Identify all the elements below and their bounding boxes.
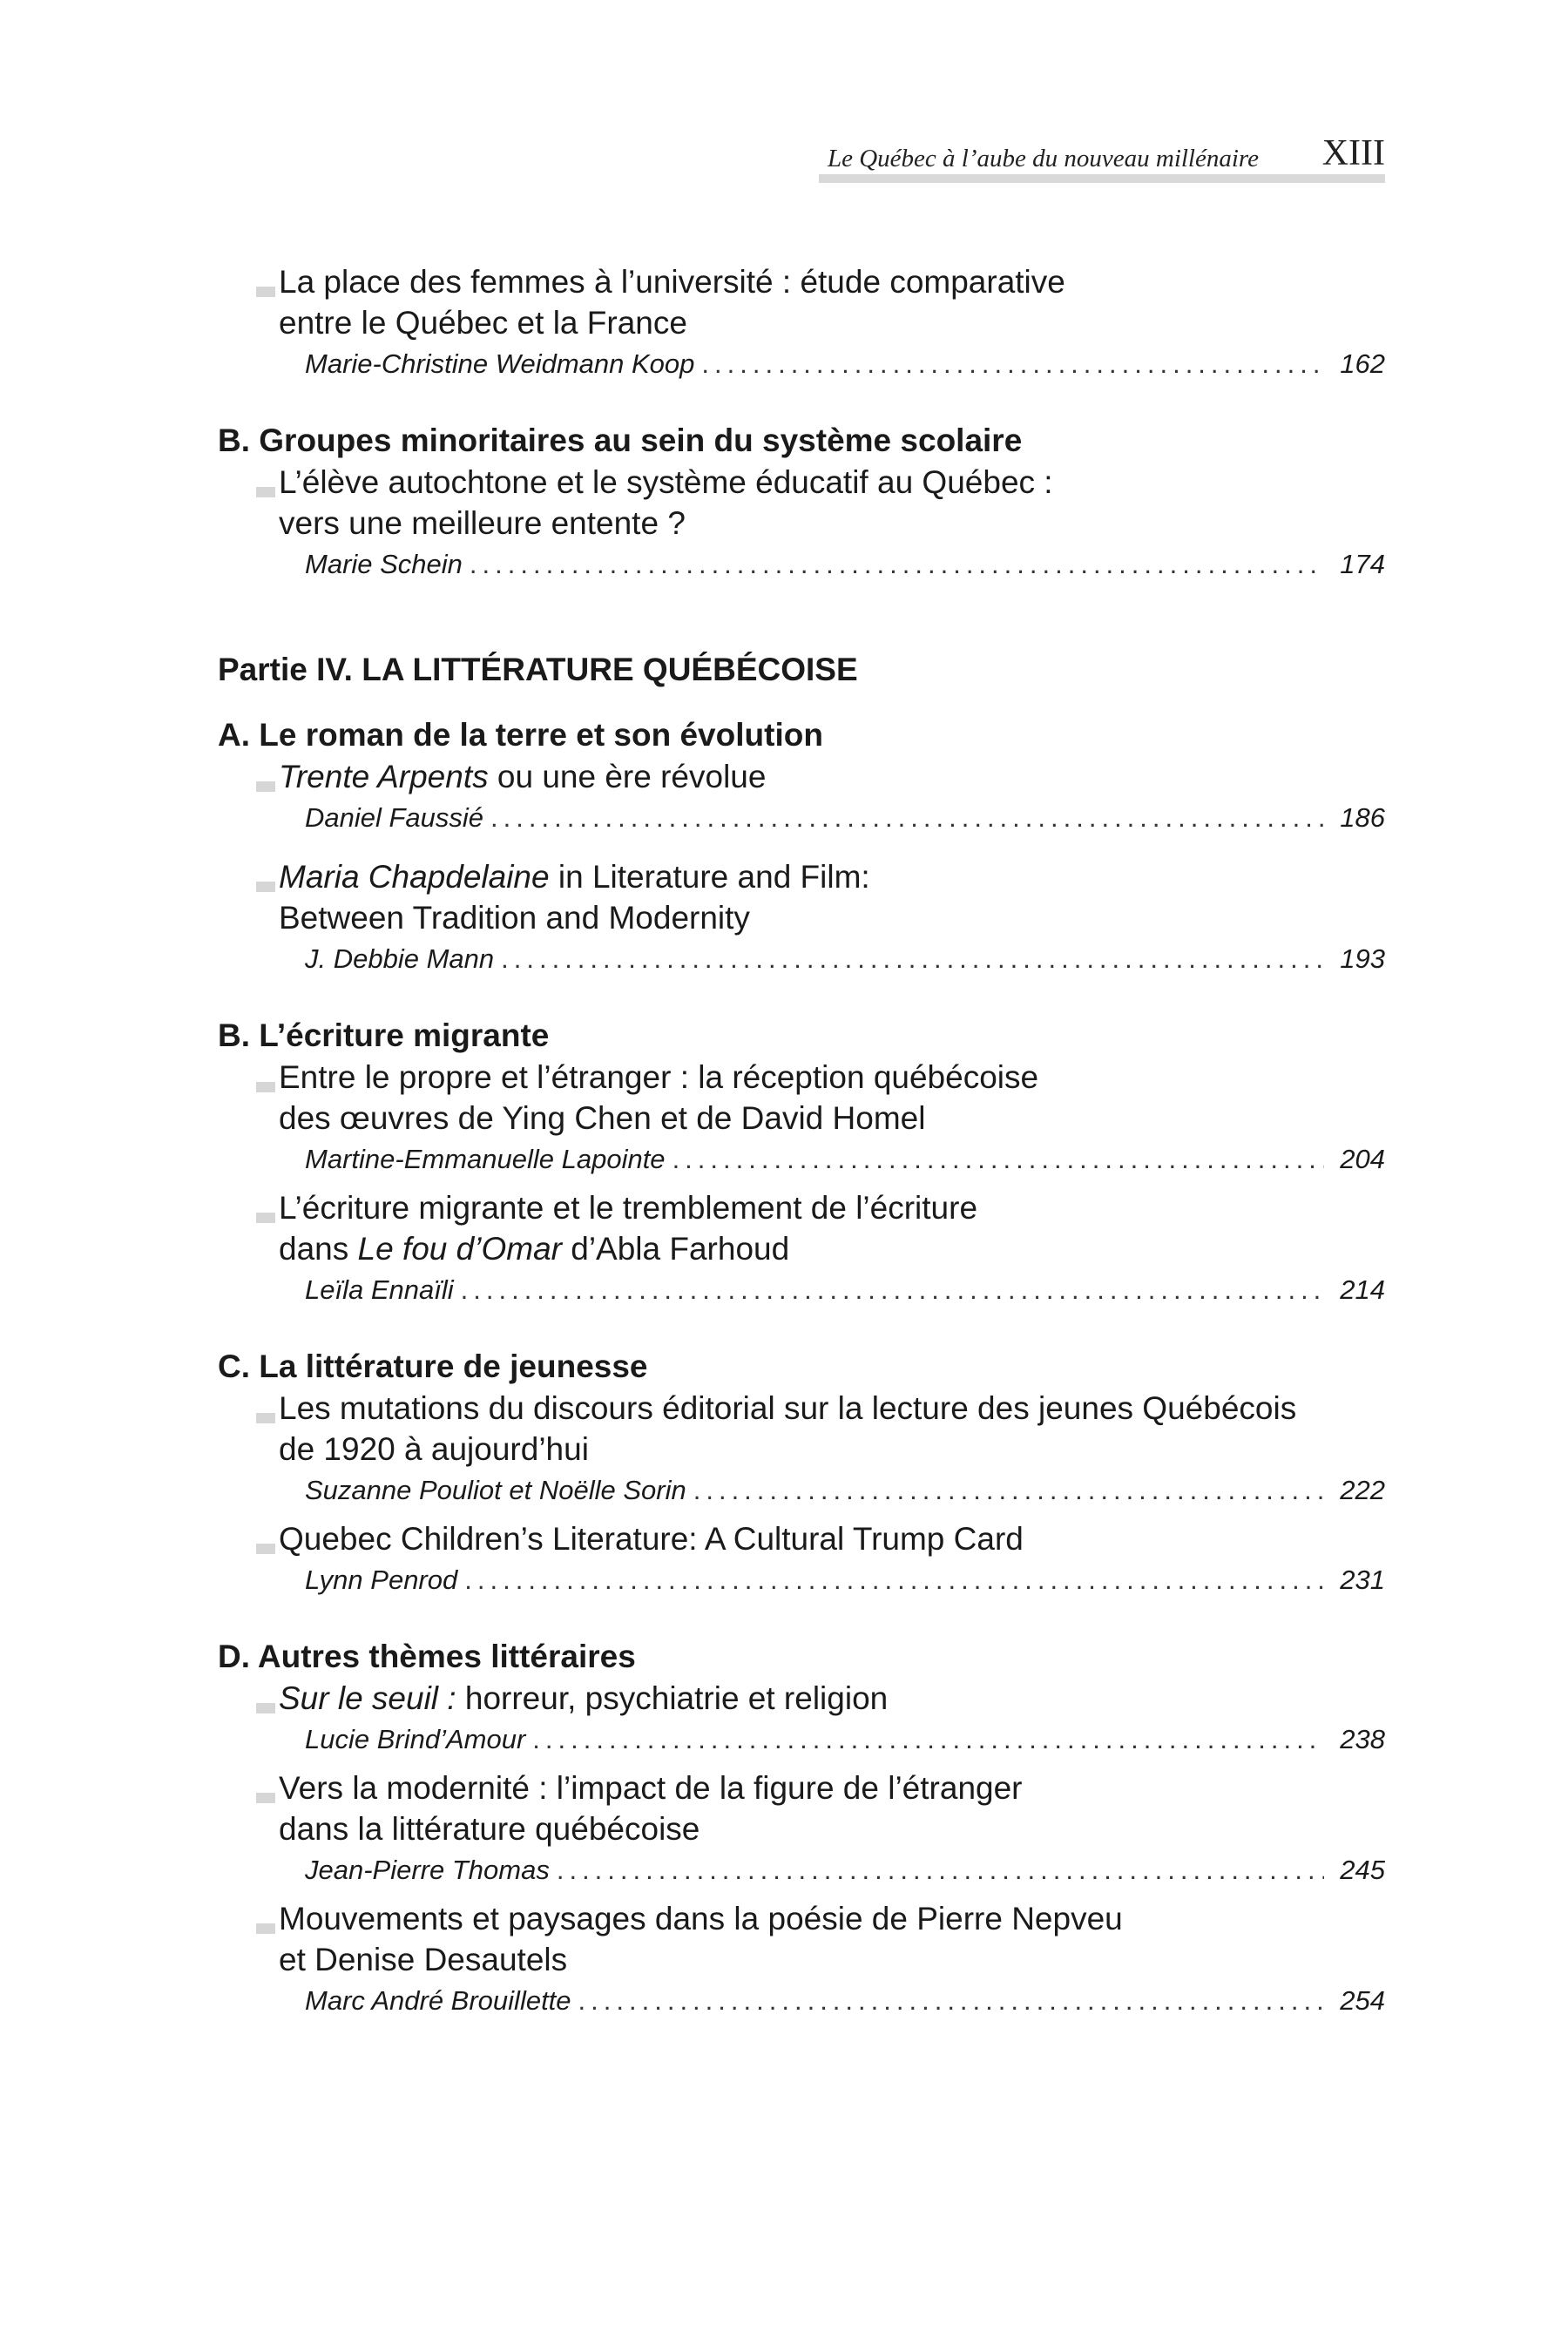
entry-author-line — [218, 938, 1385, 980]
entry-title: Trente Arpents ou une ère révolue — [218, 756, 1385, 797]
dot-leader — [532, 1719, 1324, 1761]
entry-title: Entre le propre et l’étranger : la réception québécoise des œuvres de Ying Chen et de David Homel — [218, 1057, 1385, 1139]
bullet-mark — [256, 1544, 275, 1554]
entry-author-line — [218, 1559, 1385, 1601]
toc-entry[interactable] — [218, 1518, 1385, 1601]
bullet-mark — [256, 882, 275, 892]
entry-title: Quebec Children’s Literature: A Cultural Trump Card — [218, 1518, 1385, 1559]
section-title: C. La littérature de jeunesse — [218, 1348, 648, 1384]
entry-title: L’élève autochtone et le système éducatif au Québec : vers une meilleure entente ? — [218, 462, 1385, 544]
section-title: A. Le roman de la terre et son évolution — [218, 717, 823, 753]
bullet-mark — [256, 1923, 275, 1934]
toc-entry[interactable] — [218, 1678, 1385, 1761]
entry-title: Maria Chapdelaine in Literature and Film: Between Tradition and Modernity — [218, 856, 1385, 938]
entry-page-number: 245 — [1340, 1855, 1385, 1885]
entry-author-line — [218, 1269, 1385, 1311]
entry-author-line — [218, 343, 1385, 385]
bullet-mark — [256, 1703, 275, 1713]
dot-leader — [461, 1269, 1325, 1311]
bullet-mark — [256, 1082, 275, 1092]
entry-author: Leïla Ennaïli — [305, 1274, 454, 1305]
toc-entry[interactable] — [218, 1767, 1385, 1891]
part-title: Partie IV. LA LITTÉRATURE QUÉBÉCOISE — [218, 652, 858, 687]
section-title: B. Groupes minoritaires au sein du système scolaire — [218, 422, 1023, 458]
entry-page-number: 222 — [1340, 1475, 1385, 1505]
entry-author-line — [218, 1719, 1385, 1761]
page-number: XIII — [1321, 133, 1385, 173]
entry-author-line — [218, 797, 1385, 839]
entry-author: Marie Schein — [305, 549, 463, 579]
entry-page-number: 186 — [1340, 802, 1385, 833]
toc-entry[interactable] — [218, 856, 1385, 980]
toc-entry[interactable] — [218, 1187, 1385, 1311]
entry-author: Jean-Pierre Thomas — [305, 1855, 550, 1885]
entry-page-number: 238 — [1340, 1724, 1385, 1754]
entry-page-number: 214 — [1340, 1274, 1385, 1305]
entry-page-number: 254 — [1340, 1985, 1385, 2016]
dot-leader — [693, 1470, 1325, 1511]
entry-author: Marie-Christine Weidmann Koop — [305, 348, 695, 379]
entry-author: Lucie Brind’Amour — [305, 1724, 526, 1754]
entry-page-number: 193 — [1340, 943, 1385, 974]
entry-author: Daniel Faussié — [305, 802, 484, 833]
bullet-mark — [256, 1413, 275, 1423]
entry-page-number: 231 — [1340, 1565, 1385, 1595]
toc-section — [218, 1015, 1385, 1311]
toc-entry[interactable] — [218, 462, 1385, 585]
table-of-contents — [218, 254, 1385, 2022]
bullet-mark — [256, 487, 275, 497]
entry-page-number: 162 — [1340, 348, 1385, 379]
toc-entry[interactable] — [218, 261, 1385, 385]
section-title: B. L’écriture migrante — [218, 1017, 550, 1053]
entry-title: Les mutations du discours éditorial sur la lecture des jeunes Québécois de 1920 à aujourd’hui — [218, 1388, 1385, 1470]
toc-entry[interactable] — [218, 756, 1385, 839]
dot-leader — [501, 938, 1324, 980]
entry-title: L’écriture migrante et le tremblement de l’écriture dans Le fou d’Omar d’Abla Farhoud — [218, 1187, 1385, 1269]
dot-leader — [464, 1559, 1324, 1601]
entry-author-line — [218, 1849, 1385, 1891]
toc-entry[interactable] — [218, 1057, 1385, 1180]
dot-leader — [557, 1849, 1324, 1891]
toc-section — [218, 714, 1385, 980]
entry-author: Martine-Emmanuelle Lapointe — [305, 1144, 666, 1174]
bullet-mark — [256, 1213, 275, 1223]
bullet-mark — [256, 781, 275, 792]
entry-author-line — [218, 1470, 1385, 1511]
entry-page-number: 174 — [1340, 549, 1385, 579]
bullet-mark — [256, 287, 275, 297]
running-title: Le Québec à l’aube du nouveau millénaire — [827, 145, 1259, 172]
bullet-mark — [256, 1793, 275, 1803]
toc-section — [218, 1346, 1385, 1601]
entry-author-line — [218, 544, 1385, 585]
entry-author-line — [218, 1980, 1385, 2022]
entry-title: Vers la modernité : l’impact de la figure de l’étranger dans la littérature québécoise — [218, 1767, 1385, 1849]
dot-leader — [490, 797, 1324, 839]
entry-author-line — [218, 1139, 1385, 1180]
dot-leader — [470, 544, 1324, 585]
entry-title: Sur le seuil : horreur, psychiatrie et religion — [218, 1678, 1385, 1719]
entry-title: La place des femmes à l’université : étude comparative entre le Québec et la France — [218, 261, 1385, 343]
section-title: D. Autres thèmes littéraires — [218, 1639, 636, 1674]
toc-section — [218, 1636, 1385, 2022]
dot-leader — [578, 1980, 1325, 2022]
toc-section — [218, 420, 1385, 585]
running-header — [819, 132, 1385, 183]
entry-author: J. Debbie Mann — [305, 943, 495, 974]
toc-entry[interactable] — [218, 1898, 1385, 2022]
entry-author: Lynn Penrod — [305, 1565, 458, 1595]
toc-entry[interactable] — [218, 1388, 1385, 1511]
toc-section — [218, 261, 1385, 385]
entry-title: Mouvements et paysages dans la poésie de Pierre Nepveu et Denise Desautels — [218, 1898, 1385, 1980]
entry-author: Suzanne Pouliot et Noëlle Sorin — [305, 1475, 686, 1505]
dot-leader — [672, 1139, 1325, 1180]
entry-page-number: 204 — [1340, 1144, 1385, 1174]
entry-author: Marc André Brouillette — [305, 1985, 571, 2016]
dot-leader — [701, 343, 1324, 385]
